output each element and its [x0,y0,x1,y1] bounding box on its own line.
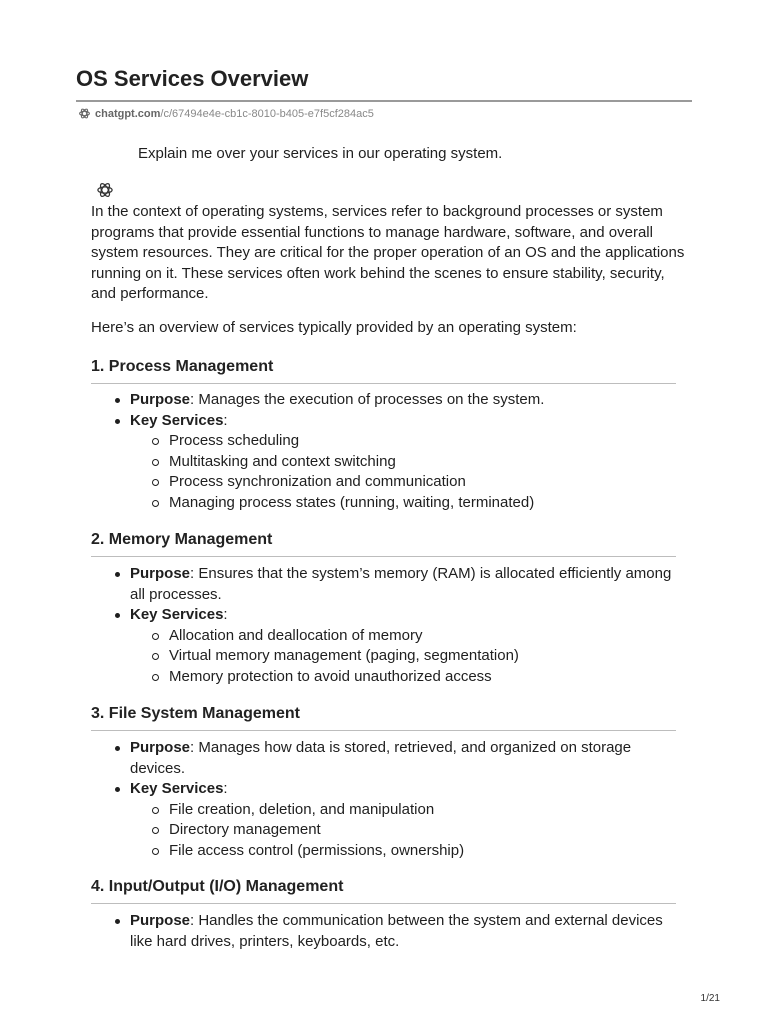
user-message: Explain me over your services in our operating system. [138,145,503,162]
key-service-item: Process synchronization and communication [130,472,682,493]
purpose-item [112,738,682,779]
key-service-item: File creation, deletion, and manipulation [130,800,682,821]
purpose-item [112,390,682,411]
colon: : [223,780,228,798]
key-services-list [130,626,682,688]
section-heading: 1. Process Management [91,358,274,375]
key-services-item [112,411,682,514]
colon: : [223,411,228,429]
section-list [112,738,682,862]
overview-sentence: Here’s an overview of services typically provided by an operating system: [91,319,577,336]
section-heading: 2. Memory Management [91,531,273,548]
purpose-item [112,564,682,605]
chatgpt-logo-icon [78,107,91,120]
key-service-item: Managing process states (running, waiting, terminated) [130,493,682,514]
source-link[interactable] [78,107,374,120]
title-divider [76,100,692,102]
purpose-label: Purpose [130,739,191,756]
source-path: /c/67494e4e-cb1c-8010-b405-e7f5cf284ac5 [160,107,374,120]
chatgpt-logo-icon [96,181,114,199]
key-service-item: Multitasking and context switching [130,452,682,473]
key-services-item [112,605,682,687]
key-services-label: Key Services [130,411,224,429]
purpose-label: Purpose [130,391,191,408]
section-divider [91,383,676,384]
page-number: 1/21 [700,993,720,1004]
key-service-item: File access control (permissions, ownership) [130,841,682,862]
section-list [112,390,682,514]
purpose-text: : Manages how data is stored, retrieved, and organized on storage devices. [130,739,632,777]
key-service-item: Allocation and deallocation of memory [130,626,682,647]
purpose-label: Purpose [130,565,191,582]
page-title: OS Services Overview [76,66,309,91]
key-services-label: Key Services [130,606,224,624]
section-list [112,564,682,688]
key-services-list [130,800,682,862]
key-services-list [130,431,682,513]
key-service-item: Directory management [130,820,682,841]
section-divider [91,730,676,731]
section-heading: 3. File System Management [91,705,300,722]
section-list [112,911,682,952]
purpose-label: Purpose [130,912,191,929]
section-heading: 4. Input/Output (I/O) Management [91,878,344,895]
key-services-item [112,779,682,861]
key-service-item: Memory protection to avoid unauthorized access [130,667,682,688]
section-divider [91,556,676,557]
key-service-item: Virtual memory management (paging, segmentation) [130,646,682,667]
purpose-text: : Ensures that the system’s memory (RAM) is allocated efficiently among all processes. [130,565,672,603]
source-domain: chatgpt.com [95,107,161,120]
colon: : [223,606,228,624]
intro-paragraph: In the context of operating systems, services refer to background processes or system programs that provide essential functions to manage hardware, software, and overall system resources. They are critical for the proper operation of an OS and the applications running on it. These services often work behind the scenes to ensure stability, security, and performance. [91,203,685,303]
section-divider [91,903,676,904]
key-services-label: Key Services [130,780,224,798]
purpose-item [112,911,682,952]
purpose-text: : Manages the execution of processes on the system. [190,391,545,408]
purpose-text: : Handles the communication between the system and external devices like hard drives, printers, keyboards, etc. [130,912,663,950]
source-url[interactable] [95,108,374,120]
key-service-item: Process scheduling [130,431,682,452]
